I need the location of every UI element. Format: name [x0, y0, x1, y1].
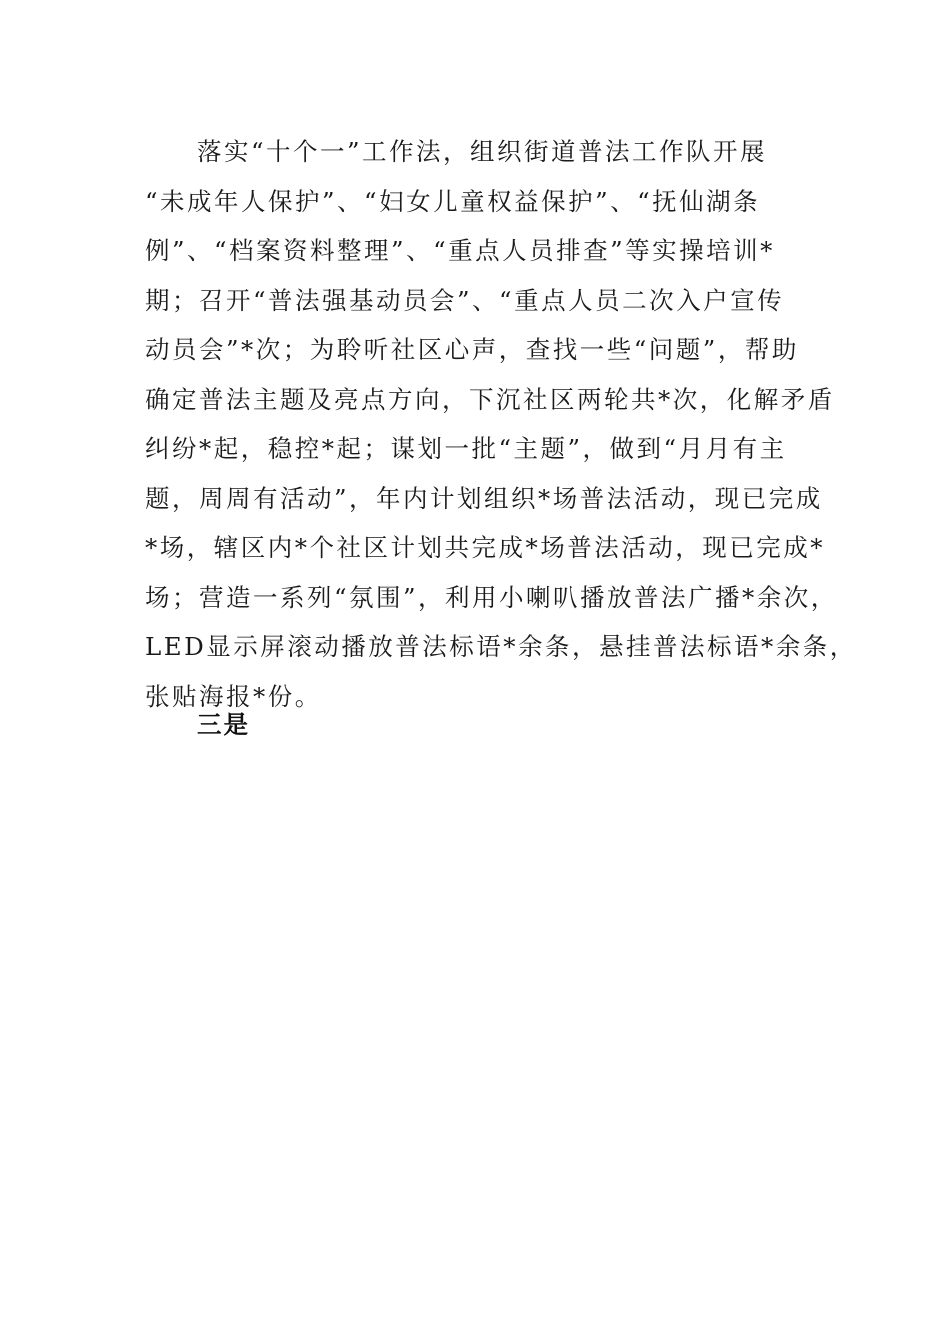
paragraph-line: 题，周周有活动”，年内计划组织*场普法活动，现已完成 [145, 483, 823, 513]
paragraph-line: 张贴海报*份。 [145, 681, 322, 711]
paragraph-line: LED显示屏滚动播放普法标语*余条，悬挂普法标语*余条， [145, 632, 857, 661]
paragraph-line: 期；召开“普法强基动员会”、“重点人员二次入户宣传 [145, 285, 785, 315]
body-paragraph [145, 127, 857, 721]
paragraph-line: “未成年人保护”、“妇女儿童权益保护”、“抚仙湖条 [145, 186, 761, 216]
paragraph-line: 确定普法主题及亮点方向，下沉社区两轮共*次，化解矛盾 [145, 384, 835, 414]
paragraph-line: 纠纷*起，稳控*起；谋划一批“主题”，做到“月月有主 [145, 434, 787, 463]
paragraph-line: 例”、“档案资料整理”、“重点人员排查”等实操培训* [145, 236, 775, 265]
paragraph-line: *场，辖区内*个社区计划共完成*场普法活动，现已完成* [145, 533, 825, 562]
paragraph-line: 落实“十个一”工作法，组织街道普法工作队开展 [197, 137, 768, 166]
section-heading: 三是 [197, 710, 250, 739]
paragraph-line: 动员会”*次；为聆听社区心声，查找一些“问题”，帮助 [145, 335, 799, 364]
paragraph-line: 场；营造一系列“氛围”，利用小喇叭播放普法广播*余次， [145, 582, 838, 612]
